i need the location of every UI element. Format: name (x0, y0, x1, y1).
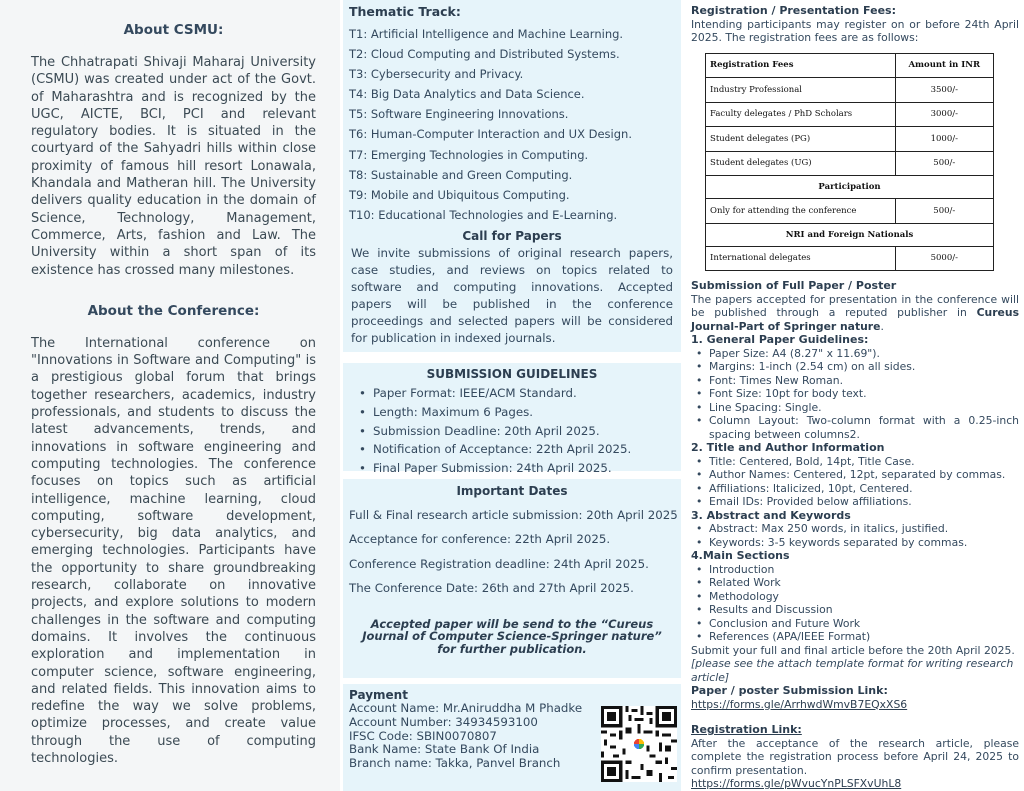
middle-column (340, 0, 685, 791)
full-paper-intro-end: . (880, 319, 884, 333)
call-for-papers-text: We invite submissions of original research papers, case studies, and reviews on topics related to software and computing innovations. Accepted papers will be published in the conference proceedings and selected papers will be considered for publication in indexed journals. (351, 246, 673, 346)
table-cell: Student delegates (PG) (706, 127, 896, 152)
payment-account-name: Account Name: Mr.Aniruddha M Phadke (349, 701, 583, 715)
table-section-row (706, 176, 994, 199)
table-row (706, 199, 994, 224)
list-item: • References (APA/IEEE Format) (691, 630, 1019, 644)
table-cell: Only for attending the conference (706, 199, 896, 224)
registration-fees-heading: Registration / Presentation Fees: (691, 4, 896, 17)
date-item: Conference Registration deadline: 24th April 2025. (349, 556, 649, 571)
date-item: Acceptance for conference: 22th April 2025. (349, 532, 611, 547)
table-row (706, 127, 994, 152)
about-csmu-text: The Chhatrapati Shivaji Maharaj University (CSMU) was created under act of the Govt. of Maharashtra and is recognized by the UGC, AICTE, BCI, PCI and relevant regulatory bodies. It is situated in the courtyard of the Sahyadri hills within close proximity of famous hill resort Lonawala, Khandala and Matheran hill. The University delivers quality education in the domain of Science, Technology, Management, Commerce, Arts, fashion and Law. The University within a short span of its existence has crossed many milestones. (31, 55, 316, 278)
registration-link[interactable]: https://forms.gle/pWvucYnPLSFXvUhL8 (691, 777, 902, 790)
list-item: • Conclusion and Future Work (691, 617, 1019, 631)
general-guidelines-heading: 1. General Paper Guidelines: (691, 333, 869, 346)
date-item: The Conference Date: 26th and 27th April 2025. (349, 580, 634, 595)
payment-ifsc: IFSC Code: SBIN0070807 (349, 728, 497, 743)
main-sections-list (691, 563, 1019, 644)
table-cell: Faculty delegates / PhD Scholars (706, 102, 896, 127)
table-cell: 3500/- (895, 78, 993, 103)
table-cell: 500/- (895, 151, 993, 176)
guideline-item: • Paper Format: IEEE/ACM Standard. (353, 384, 671, 403)
date-item: Full & Final research article submission: 20th April 2025 (349, 508, 678, 522)
registration-link-text: After the acceptance of the research article, please complete the registration process before April 24, 2025 to confirm presentation. (691, 736, 1019, 777)
table-header-cell: Registration Fees (706, 53, 896, 78)
track-item: T3: Cybersecurity and Privacy. (349, 67, 524, 82)
table-section-row (706, 223, 994, 246)
submit-note: Submit your full and final article before the 20th April 2025. (691, 643, 1015, 657)
payment-branch-name: Branch name: Takka, Panvel Branch (349, 756, 561, 771)
full-paper-intro-text: The papers accepted for presentation in the conference will be published through a reputed publisher in (691, 292, 1019, 319)
title-author-list (691, 455, 1019, 509)
table-cell: International delegates (706, 246, 896, 271)
call-for-papers-heading: Call for Papers (462, 229, 562, 243)
track-item: T6: Human-Computer Interaction and UX Design. (349, 127, 632, 142)
list-item: • Abstract: Max 250 words, in italics, justified. (691, 522, 1019, 536)
list-item: • Introduction (691, 563, 1019, 577)
table-cell: Student delegates (UG) (706, 151, 896, 176)
list-item: • Paper Size: A4 (8.27" x 11.69"). (691, 347, 1019, 361)
table-row (706, 78, 994, 103)
title-author-heading: 2. Title and Author Information (691, 441, 885, 454)
track-item: T9: Mobile and Ubiquitous Computing. (349, 187, 570, 202)
guideline-item: • Notification of Acceptance: 22th April 2025. (353, 440, 671, 459)
abstract-keywords-list (691, 522, 1019, 549)
list-item: • Column Layout: Two-column format with a 0.25-inch spacing between columns2. (691, 414, 1019, 441)
list-item: • Email IDs: Provided below affiliations. (691, 495, 1019, 509)
table-header-row (706, 53, 994, 78)
table-header-cell: Amount in INR (895, 53, 993, 78)
thematic-track-panel (343, 0, 681, 237)
submission-guidelines-panel (343, 363, 681, 476)
guideline-item: • Submission Deadline: 20th April 2025. (353, 422, 671, 441)
submission-link[interactable]: https://forms.gle/ArrhwdWmvB7EQxXS6 (691, 697, 908, 711)
list-item: • Related Work (691, 576, 1019, 590)
list-item: • Font: Times New Roman. (691, 374, 1019, 388)
qr-code-icon (601, 706, 677, 782)
registration-fees-intro: Intending participants may register on or before 24th April 2025. The registration fees are as follows: (691, 17, 1019, 44)
payment-bank-name: Bank Name: State Bank Of India (349, 742, 540, 757)
table-cell: 500/- (895, 199, 993, 224)
full-paper-intro (691, 293, 1019, 334)
registration-link-heading: Registration Link: (691, 723, 802, 736)
table-cell: Industry Professional (706, 78, 896, 103)
payment-account-number: Account Number: 34934593100 (349, 714, 538, 729)
table-cell: 1000/- (895, 127, 993, 152)
registration-fees-table (705, 53, 994, 272)
list-item: • Font Size: 10pt for body text. (691, 387, 1019, 401)
guideline-item: • Length: Maximum 6 Pages. (353, 403, 671, 422)
track-item: T8: Sustainable and Green Computing. (349, 167, 573, 182)
guideline-item: • Final Paper Submission: 24th April 2025. (353, 459, 671, 478)
list-item: • Line Spacing: Single. (691, 401, 1019, 415)
main-sections-heading: 4.Main Sections (691, 549, 790, 562)
track-item: T7: Emerging Technologies in Computing. (349, 147, 589, 162)
table-row (706, 246, 994, 271)
submission-link-heading: Paper / poster Submission Link: (691, 684, 888, 697)
track-item: T2: Cloud Computing and Distributed Systems. (349, 47, 620, 62)
list-item: • Title: Centered, Bold, 14pt, Title Case. (691, 455, 1019, 469)
about-column (0, 0, 340, 791)
table-cell: 5000/- (895, 246, 993, 271)
call-for-papers-panel (343, 226, 681, 352)
table-row (706, 102, 994, 127)
about-conference-heading: About the Conference: (87, 302, 260, 319)
list-item: • Affiliations: Italicized, 10pt, Centered. (691, 482, 1019, 496)
template-note: [please see the attach template format for writing research article] (691, 657, 1014, 684)
track-item: T10: Educational Technologies and E-Learning. (349, 207, 618, 222)
list-item: • Results and Discussion (691, 603, 1019, 617)
submission-guidelines-heading: SUBMISSION GUIDELINES (426, 367, 598, 381)
important-dates-heading: Important Dates (456, 484, 568, 498)
important-dates-panel (343, 479, 681, 678)
registration-column (685, 0, 1024, 791)
journal-name: Cureus Journal-Part of Springer nature (691, 306, 1019, 333)
thematic-track-heading: Thematic Track: (349, 4, 461, 19)
about-csmu-heading: About CSMU: (123, 22, 224, 38)
track-item: T5: Software Engineering Innovations. (349, 107, 569, 122)
nri-header: NRI and Foreign Nationals (706, 223, 994, 246)
table-row (706, 151, 994, 176)
list-item: • Margins: 1-inch (2.54 cm) on all sides. (691, 360, 1019, 374)
payment-heading: Payment (349, 688, 408, 702)
list-item: • Keywords: 3-5 keywords separated by commas. (691, 536, 1019, 550)
general-guidelines-list (691, 347, 1019, 442)
track-item: T4: Big Data Analytics and Data Science. (349, 87, 585, 102)
list-item: • Author Names: Centered, 12pt, separated by commas. (691, 468, 1019, 482)
track-item: T1: Artificial Intelligence and Machine Learning. (349, 27, 624, 41)
submission-guidelines-list (353, 384, 671, 478)
abstract-keywords-heading: 3. Abstract and Keywords (691, 508, 851, 522)
participation-header: Participation (706, 176, 994, 199)
table-cell: 3000/- (895, 102, 993, 127)
payment-panel (343, 684, 681, 791)
accepted-paper-note: Accepted paper will be send to the “Cureus Journal of Computer Science-Springer nature” for further publication. (362, 616, 662, 656)
full-paper-heading: Submission of Full Paper / Poster (691, 279, 897, 292)
about-conference-text: The International conference on "Innovations in Software and Computing" is a prestigious global forum that brings together researchers, academics, industry professionals, and students to discuss the latest advancements, trends, and innovations in software engineering and computing technologies. The conference focuses on topics such as artificial intelligence, machine learning, cloud computing, software development, cybersecurity, big data analytics, and emerging technologies. Participants have the opportunity to share groundbreaking research, collaborate on innovative projects, and explore solutions to modern challenges in the software and computing domains. It involves the continuous exploration and implementation in computer science, software engineering, and related fields. This innovation aims to redefine the way we solve problems, optimize processes, and create value through the use of computing technologies. (31, 335, 316, 766)
list-item: • Methodology (691, 590, 1019, 604)
